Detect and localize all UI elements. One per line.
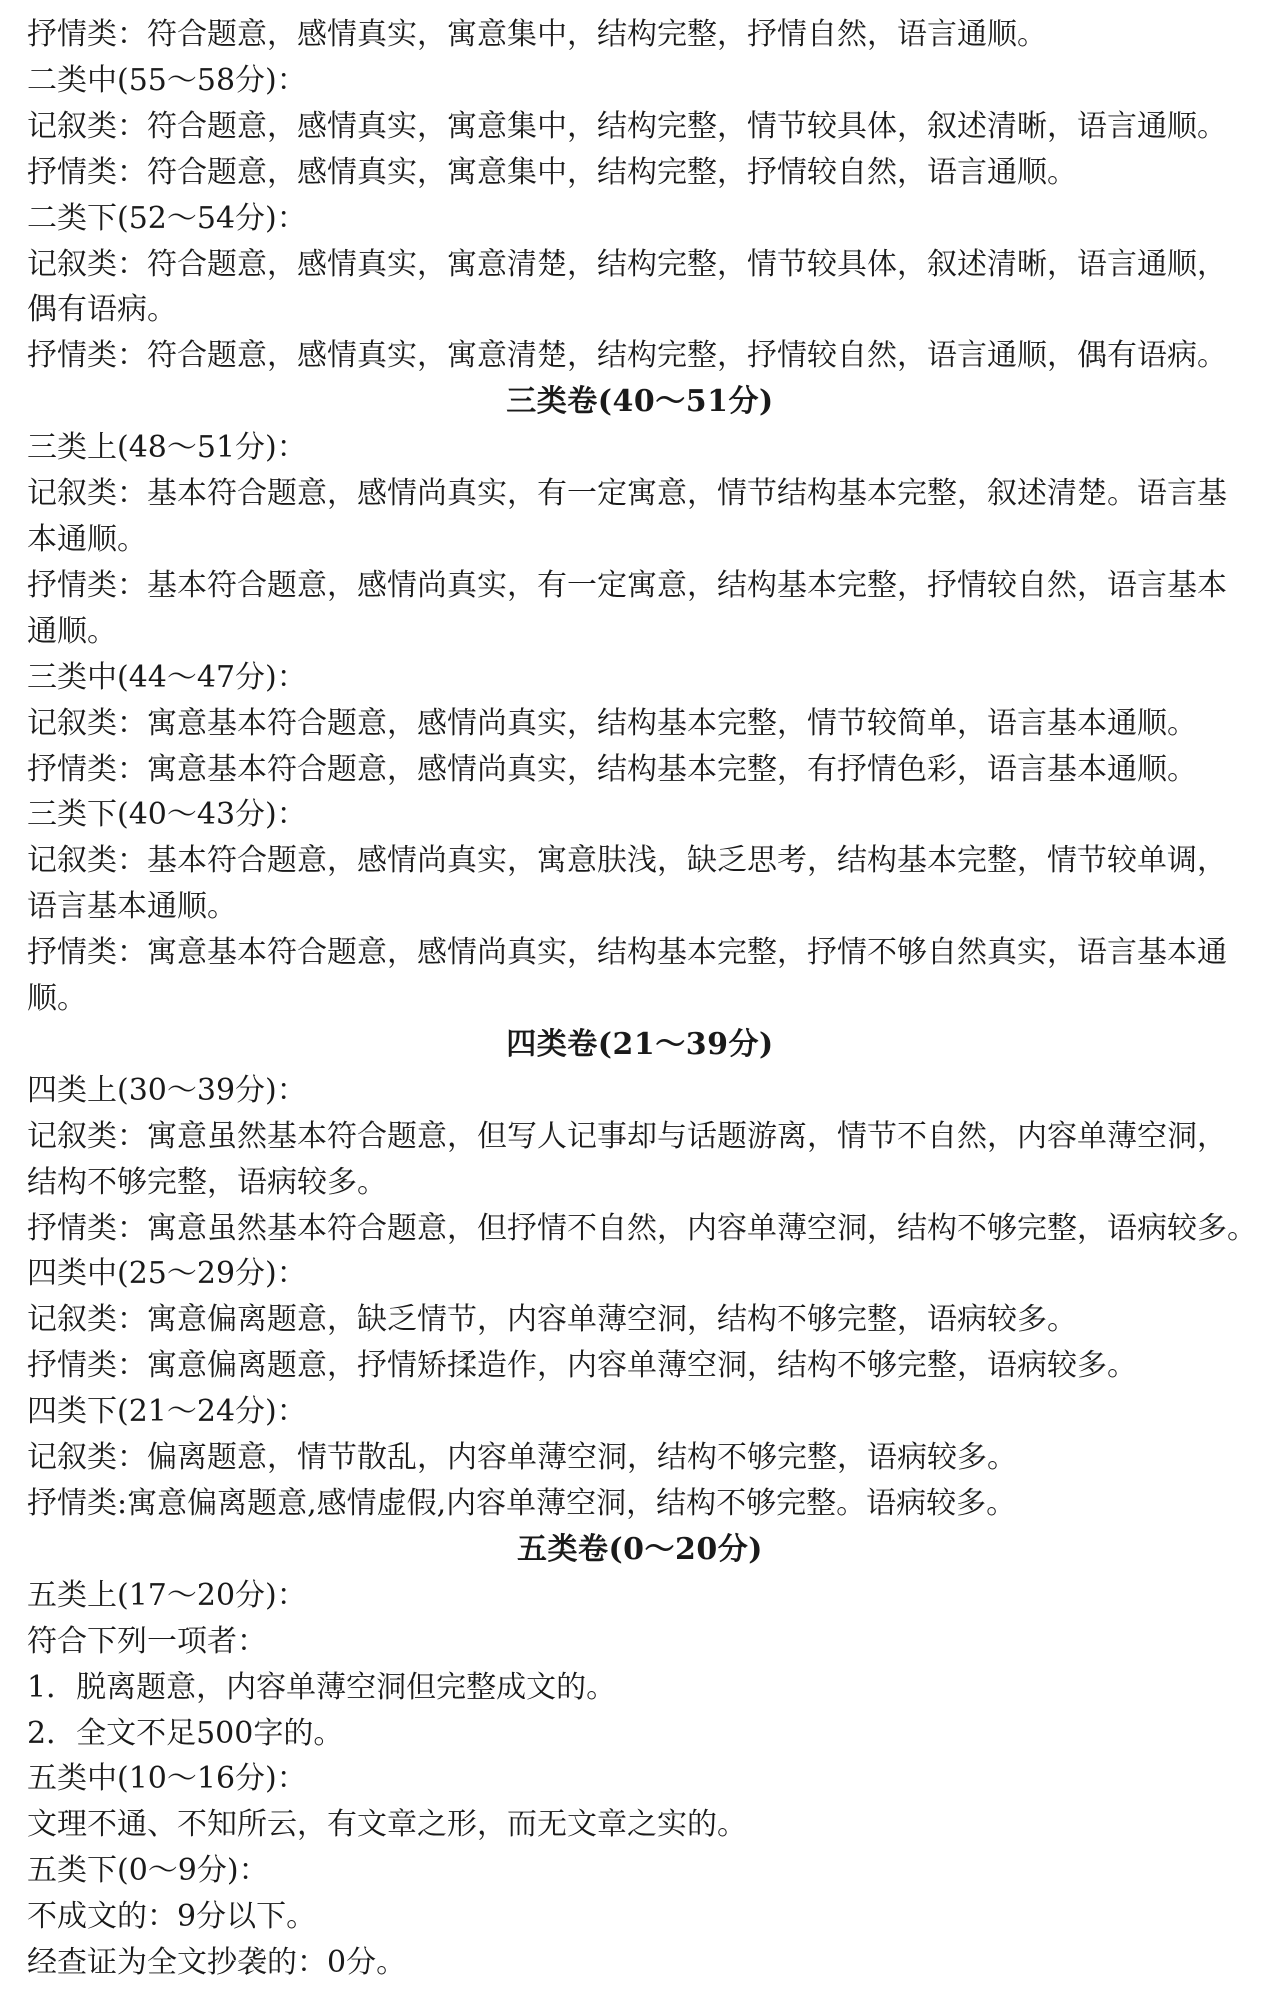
rubric-paragraph: 记叙类：符合题意，感情真实，寓意清楚，结构完整，情节较具体，叙述清晰，语言通顺，偶有语病。 xyxy=(27,246,1227,328)
rubric-line: 记叙类：寓意基本符合题意，感情尚真实，结构基本完整，情节较简单，语言基本通顺。 xyxy=(27,705,1197,741)
rubric-paragraph: 记叙类：基本符合题意，感情尚真实，有一定寓意，情节结构基本完整，叙述清楚。语言基本通顺。 xyxy=(27,476,1227,557)
rubric-line: 四类下(21～24分)： xyxy=(27,1394,307,1430)
rubric-line: 抒情类：符合题意，感情真实，寓意集中，结构完整，抒情自然，语言通顺。 xyxy=(27,17,1047,52)
rubric-paragraph: 抒情类：基本符合题意，感情尚真实，有一定寓意，结构基本完整，抒情较自然，语言基本通顺。 xyxy=(27,567,1227,649)
rubric-line: 记叙类：偏离题意，情节散乱，内容单薄空洞，结构不够完整，语病较多。 xyxy=(27,1440,1017,1476)
rubric-line: 抒情类：寓意基本符合题意，感情尚真实，结构基本完整，有抒情色彩，语言基本通顺。 xyxy=(27,751,1197,787)
section-heading: 四类卷(21～39分) xyxy=(506,1026,774,1062)
grading-rubric-document xyxy=(27,12,1257,1986)
rubric-line: 二类中(55～58分)： xyxy=(27,62,307,98)
rubric-line: 四类上(30～39分)： xyxy=(27,1072,307,1108)
rubric-line: 二类下(52～54分)： xyxy=(27,200,307,236)
rubric-paragraph: 记叙类：基本符合题意，感情尚真实，寓意肤浅，缺乏思考，结构基本完整，情节较单调，语言基本通顺。 xyxy=(27,843,1227,925)
rubric-line: 三类上(48～51分)： xyxy=(27,430,307,466)
rubric-line: 文理不通、不知所云，有文章之形，而无文章之实的。 xyxy=(27,1807,747,1843)
rubric-line: 不成文的：9分以下。 xyxy=(27,1899,317,1935)
rubric-line: 记叙类：寓意偏离题意，缺乏情节，内容单薄空洞，结构不够完整，语病较多。 xyxy=(27,1302,1077,1338)
rubric-line: 抒情类：符合题意，感情真实，寓意清楚，结构完整，抒情较自然，语言通顺，偶有语病。 xyxy=(27,338,1227,374)
section-heading: 五类卷(0～20分) xyxy=(516,1531,763,1567)
rubric-line: 三类下(40～43分)： xyxy=(27,797,307,833)
rubric-line: 五类中(10～16分)： xyxy=(27,1761,307,1797)
rubric-line: 经查证为全文抄袭的：0分。 xyxy=(27,1945,407,1981)
rubric-line: 符合下列一项者： xyxy=(27,1623,267,1659)
rubric-line: 记叙类：符合题意，感情真实，寓意集中，结构完整，情节较具体，叙述清晰，语言通顺。 xyxy=(27,108,1227,144)
rubric-line: 抒情类：寓意虽然基本符合题意，但抒情不自然，内容单薄空洞，结构不够完整，语病较多。 xyxy=(27,1210,1257,1246)
rubric-paragraph: 记叙类：寓意虽然基本符合题意，但写人记事却与话题游离，情节不自然，内容单薄空洞，结构不够完整，语病较多。 xyxy=(27,1118,1227,1200)
rubric-line: 五类上(17～20分)： xyxy=(27,1577,307,1613)
section-heading: 三类卷(40～51分) xyxy=(506,384,774,420)
rubric-line: 抒情类：寓意偏离题意，抒情矫揉造作，内容单薄空洞，结构不够完整，语病较多。 xyxy=(27,1348,1137,1384)
rubric-paragraph: 抒情类：寓意基本符合题意，感情尚真实，结构基本完整，抒情不够自然真实，语言基本通顺。 xyxy=(27,935,1227,1017)
rubric-line: 1．脱离题意，内容单薄空洞但完整成文的。 xyxy=(27,1669,617,1705)
rubric-line: 2．全文不足500字的。 xyxy=(27,1715,344,1751)
rubric-line: 三类中(44～47分)： xyxy=(27,659,307,695)
rubric-line: 五类下(0～9分)： xyxy=(27,1853,269,1889)
rubric-line: 四类中(25～29分)： xyxy=(27,1256,307,1292)
rubric-line: 抒情类：符合题意，感情真实，寓意集中，结构完整，抒情较自然，语言通顺。 xyxy=(27,154,1077,190)
rubric-line: 抒情类:寓意偏离题意,感情虚假,内容单薄空洞，结构不够完整。语病较多。 xyxy=(27,1486,1017,1521)
